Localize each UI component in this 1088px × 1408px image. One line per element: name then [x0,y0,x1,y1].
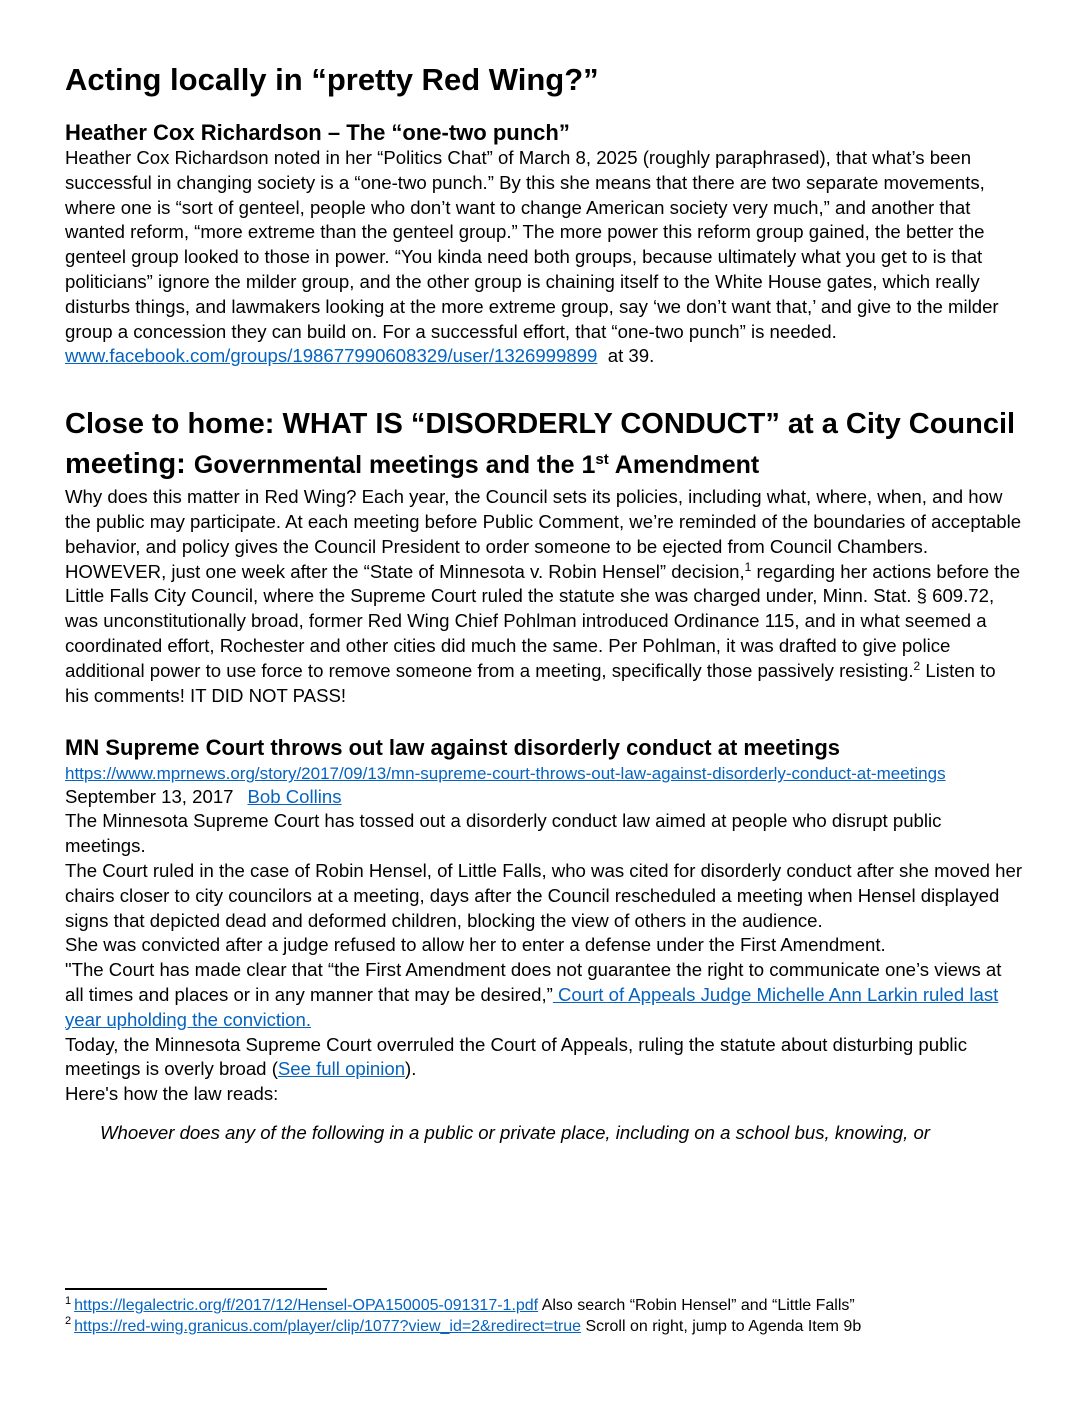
law-quote: Whoever does any of the following in a public or private place, including on a school bus, knowing, or [100,1121,930,1143]
page-title: Acting locally in “pretty Red Wing?” [65,62,599,97]
article-paragraph-3 [65,933,1024,1032]
article-paragraph-5: Here's how the law reads: [65,1083,279,1105]
section1-heading: Heather Cox Richardson – The “one-two punch” [65,120,570,145]
article-paragraph-2: The Court ruled in the case of Robin Hensel, of Little Falls, who was cited for disorderly conduct after she moved her chairs closer to city councilors at a meeting, days after the Council rescheduled a meeting when Hensel displayed signs that depicted dead and deformed children, blocking the view of others in the audience. [65,859,1023,931]
section2-text-2: regarding her actions before the Little Falls City Council, where the Supreme Court ruled the statute she was charged under, Minn. Stat. § 609.72, was unconstitutionally broad, former Red Wing Chief Pohlman introduced Ordinance 115, and in what seemed a coordinated effort, Rochester and other cities did much the same. Per Pohlman, it was drafted to give police additional power to use force to remove someone from a meeting, specifically those passively resisting. [65,560,1021,681]
mprnews-article-link[interactable]: https://www.mprnews.org/story/2017/09/13/mn-supreme-court-throws-out-law-against-disorderly-conduct-at-meetings [65,764,946,784]
footnote-1-text: Also search “Robin Hensel” and “Little Falls” [538,1297,855,1314]
footnote-2-number: 2 [65,1315,72,1328]
section1-paragraph [65,146,1024,369]
section1-text: Heather Cox Richardson noted in her “Politics Chat” of March 8, 2025 (roughly paraphrased), that what’s been successful in changing society is a “one-two punch.” By this she means that there are two separate movements, where one is “sort of genteel, people who don’t want to change American society very much,” and another that wanted reform, “more extreme than the genteel group.” The more power this reform group gained, the better the genteel group looked to those in power. “You kinda need both groups, because ultimately what you get to is that politicians” ignore the milder group, and the other group is chaining itself to the White House gates, which really disturbs things, and lawmakers looking at the more extreme group, say ‘we don’t want that,’ and give to the milder group a concession they can build on. For a successful effort, that “one-two punch” is needed. [65,147,999,342]
article-p3-line2: "The Court has made clear that “the First Amendment does not guarantee the right to communicate one’s views at all times and places or in any manner that may be desired,” [65,959,1002,1005]
article-p4-text-2: ). [405,1058,417,1080]
footnote-separator [65,1288,327,1290]
footnote-2 [65,1317,1024,1338]
footnote-1-number: 1 [65,1294,72,1307]
section2-paragraph [65,485,1024,708]
facebook-group-link[interactable]: www.facebook.com/groups/198677990608329/user/1326999899 [65,345,598,367]
see-full-opinion-link[interactable]: See full opinion [277,1058,406,1080]
section2-heading-subtitle: Governmental meetings and the 1 [193,451,596,480]
section2-heading-superscript: st [595,451,609,469]
section2-heading-subtitle-end: Amendment [608,451,760,480]
legalectric-pdf-link[interactable]: https://legalectric.org/f/2017/12/Hensel-OPA150005-091317-1.pdf [74,1297,539,1314]
footnote-2-text: Scroll on right, jump to Agenda Item 9b [581,1317,862,1335]
section2-text-1: Why does this matter in Red Wing? Each year, the Council sets its policies, including what, where, when, and how the public may participate. At each meeting before Public Comment, we’re reminded of the boundaries of acceptable behavior, and policy gives the Council President to order someone to be ejected from Council Chambers. HOWEVER, just one week after the “State of Minnesota v. Robin Hensel” decision, [65,486,1022,582]
article-p4-text-1: Today, the Minnesota Supreme Court overruled the Court of Appeals, ruling the statute about disturbing public meetings is overly broad ( [65,1033,967,1080]
article-p3-line1: She was convicted after a judge refused to allow her to enter a defense under the First Amendment. [65,934,886,956]
section2-heading [65,405,1024,485]
footnotes-section [65,1288,1024,1337]
article-heading: MN Supreme Court throws out law against disorderly conduct at meetings [65,735,840,761]
article-url-line [65,763,1024,784]
court-of-appeals-ruling-link[interactable]: Court of Appeals Judge Michelle Ann Larkin ruled last year upholding the conviction. [65,983,999,1030]
article-date: September 13, 2017 [65,786,234,808]
section2-text-3: Listen to his comments! IT DID NOT PASS! [65,659,996,706]
section1-after-link-text: at 39. [597,345,655,367]
article-paragraph-4 [65,1033,1024,1083]
article-paragraph-1: The Minnesota Supreme Court has tossed out a disorderly conduct law aimed at people who disrupt public meetings. [65,810,942,857]
section2-heading-main: Close to home: WHAT IS “DISORDERLY CONDUCT” at a City Council meeting: [65,408,1016,481]
author-link[interactable]: Bob Collins [247,786,342,808]
granicus-video-link[interactable]: https://red-wing.granicus.com/player/clip/1077?view_id=2&redirect=true [74,1317,582,1335]
footnote-1 [65,1296,1024,1317]
footnote-ref-1[interactable]: 1 [744,559,752,574]
article-byline [65,785,1024,809]
footnote-ref-2[interactable]: 2 [913,658,921,673]
